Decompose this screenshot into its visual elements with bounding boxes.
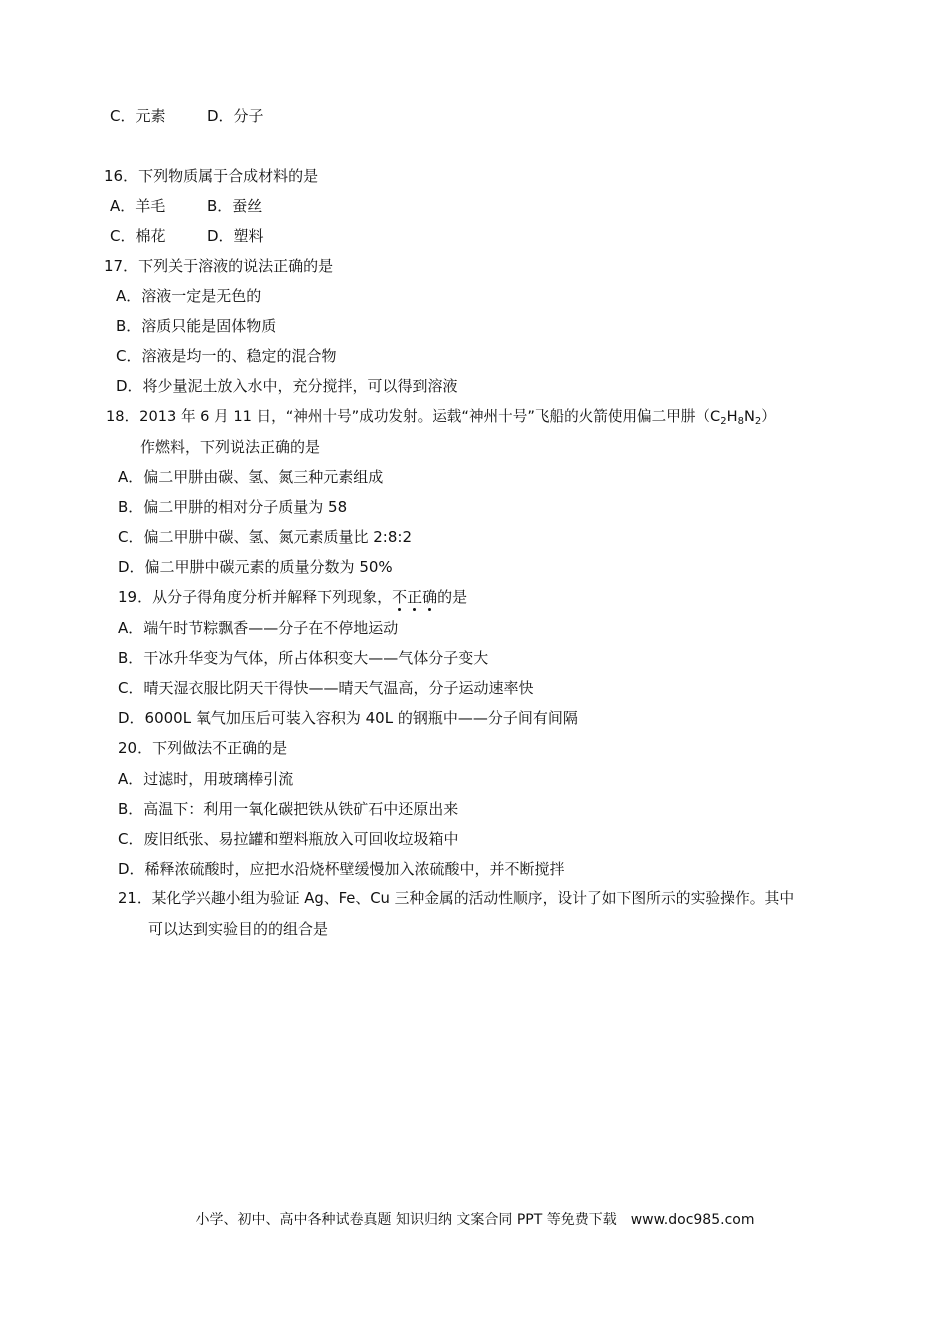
q18-formula-sub-n: 2 bbox=[754, 416, 762, 427]
q20-option-d: D．稀释浓硫酸时，应把水沿烧杯壁缓慢加入浓硫酸中，并不断搅拌 bbox=[118, 860, 565, 878]
q19-option-c: C．晴天湿衣服比阴天干得快——晴天气温高，分子运动速率快 bbox=[118, 679, 534, 697]
q19-option-d: D．6000L 氧气加压后可装入容积为 40L 的钢瓶中——分子间有间隔 bbox=[118, 709, 578, 727]
q18-option-b: B．偏二甲肼的相对分子质量为 58 bbox=[118, 498, 348, 516]
page-footer: 小学、初中、高中各种试卷真题 知识归纳 文案合同 PPT 等免费下载 www.doc985.com bbox=[195, 1212, 755, 1228]
q16-stem: 16．下列物质属于合成材料的是 bbox=[104, 167, 319, 185]
q17-stem: 17．下列关于溶液的说法正确的是 bbox=[104, 257, 334, 275]
q18-stem-line2: 作燃料，下列说法正确的是 bbox=[140, 438, 321, 456]
q18-formula-n: N bbox=[743, 408, 755, 425]
q21-stem-line2: 可以达到实验目的的组合是 bbox=[148, 920, 329, 938]
q18-stem-text: 18．2013 年 6 月 11 日，“神州十号”成功发射。运载“神州十号”飞船的火箭使用偏二甲肼（C bbox=[106, 408, 721, 425]
q17-option-c: C．溶液是均一的、稳定的混合物 bbox=[116, 347, 337, 365]
q19-stem bbox=[118, 587, 467, 607]
q20-stem: 20．下列做法不正确的是 bbox=[118, 739, 288, 757]
q19-emphasis-char-1: 不 bbox=[392, 588, 408, 606]
q16-option-b: B．蚕丝 bbox=[207, 197, 263, 215]
q16-options-cd bbox=[110, 226, 264, 246]
q16-option-c: C．棉花 bbox=[110, 227, 166, 245]
q19-emphasis-char-3: 确 bbox=[422, 588, 438, 606]
q17-option-b: B．溶质只能是固体物质 bbox=[116, 317, 277, 335]
q21-stem-line1: 21．某化学兴趣小组为验证 Ag、Fe、Cu 三种金属的活动性顺序，设计了如下图所示的实验操作。其中 bbox=[118, 890, 795, 907]
q17-option-a: A．溶液一定是无色的 bbox=[116, 287, 262, 305]
q19-stem-pre: 19．从分子得角度分析并解释下列现象， bbox=[118, 588, 393, 606]
q19-stem-post: 的是 bbox=[437, 588, 468, 606]
q15-option-c: C．元素 bbox=[110, 107, 166, 125]
q17-option-d: D．将少量泥土放入水中，充分搅拌，可以得到溶液 bbox=[116, 377, 458, 395]
q19-option-b: B．干冰升华变为气体，所占体积变大——气体分子变大 bbox=[118, 649, 489, 667]
q18-formula-close: ） bbox=[761, 408, 776, 425]
q18-formula-sub-h: 8 bbox=[737, 416, 744, 427]
q18-formula-h: H bbox=[726, 408, 738, 425]
q19-emphasis-char-2: 正 bbox=[407, 588, 423, 606]
q18-option-c: C．偏二甲肼中碳、氢、氮元素质量比 2:8:2 bbox=[118, 528, 412, 546]
q18-stem-line1 bbox=[106, 407, 776, 427]
q15-option-d: D．分子 bbox=[207, 107, 264, 125]
q20-option-c: C．废旧纸张、易拉罐和塑料瓶放入可回收垃圾箱中 bbox=[118, 830, 459, 848]
q19-option-a: A．端午时节粽飘香——分子在不停地运动 bbox=[118, 619, 399, 637]
q18-formula-sub-c: 2 bbox=[720, 416, 727, 427]
q20-option-a: A．过滤时，用玻璃棒引流 bbox=[118, 770, 294, 788]
q16-option-d: D．塑料 bbox=[207, 227, 264, 245]
q18-option-d: D．偏二甲肼中碳元素的质量分数为 50% bbox=[118, 558, 393, 576]
q18-option-a: A．偏二甲肼由碳、氢、氮三种元素组成 bbox=[118, 468, 384, 486]
q20-option-b: B．高温下：利用一氧化碳把铁从铁矿石中还原出来 bbox=[118, 800, 459, 818]
q16-options-ab bbox=[110, 196, 262, 216]
q16-option-a: A．羊毛 bbox=[110, 197, 166, 215]
q15-options bbox=[110, 106, 264, 126]
